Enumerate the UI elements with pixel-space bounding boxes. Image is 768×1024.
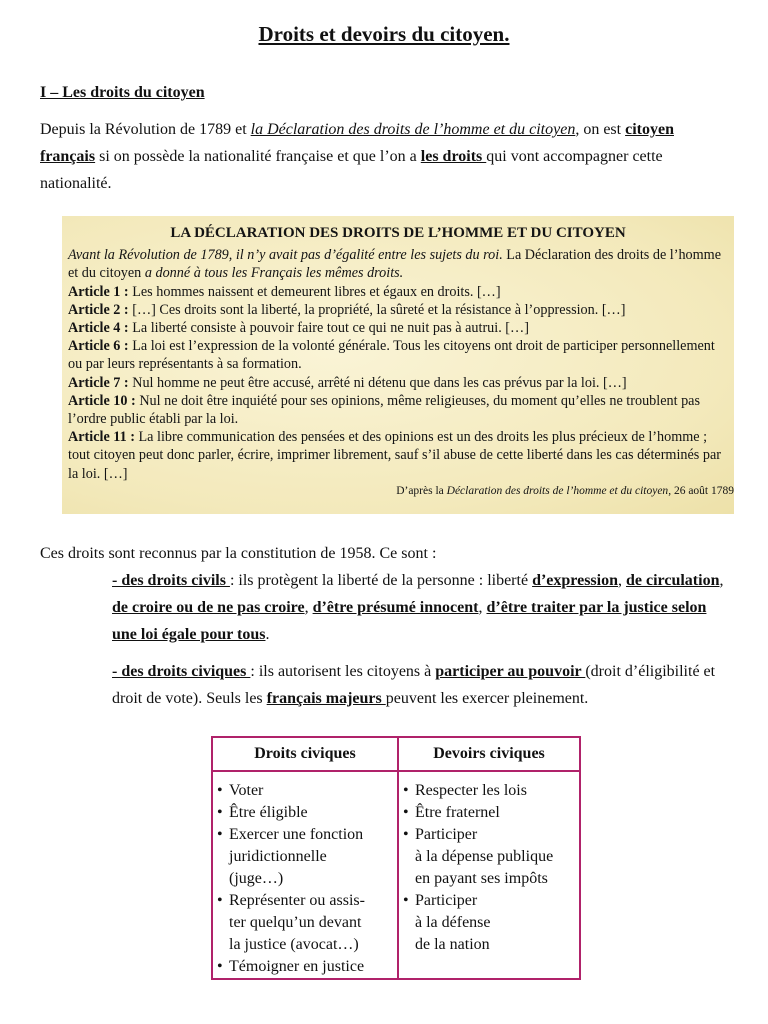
table-list-item: à la défense bbox=[415, 914, 491, 931]
civil-rights-paragraph: - des droits civils : ils protègent la liberté de la personne : liberté d’expression, de circulation, de croire ou de ne pas croire, d’être présumé innocent, d’être traiter par la justice selon une loi égale pour tous. bbox=[112, 572, 724, 643]
article-item bbox=[68, 374, 728, 392]
rights-intro: Ces droits sont reconnus par la constitution de 1958. Ce sont : bbox=[40, 545, 437, 562]
table-list-item: (juge…) bbox=[229, 870, 284, 887]
table-list-item: • Participer bbox=[403, 890, 575, 912]
article-label: Article 7 : bbox=[68, 374, 129, 391]
table-list-item: la justice (avocat…) bbox=[229, 936, 359, 953]
term-citoyen-francais: citoyen français bbox=[40, 121, 674, 165]
table-list-item: • Participer bbox=[403, 824, 575, 846]
article-text: La loi est l’expression de la volonté générale. Tous les citoyens ont droit de participer personnellement ou par leurs représentants à sa formation. bbox=[68, 338, 715, 373]
intro-paragraph: Depuis la Révolution de 1789 et la Déclaration des droits de l’homme et du citoyen, on est citoyen français si on possède la nationalité française et que l’on a les droits qui vont accompagner cette nationalité. bbox=[40, 121, 674, 192]
table-list-item: juridictionnelle bbox=[229, 848, 327, 865]
table-list-item: • Être éligible bbox=[217, 802, 393, 824]
civic-rights-column bbox=[213, 738, 399, 978]
article-label: Article 6 : bbox=[68, 338, 129, 355]
article-label: Article 1 : bbox=[68, 283, 129, 300]
civic-rights-list bbox=[213, 772, 397, 978]
declaration-intro: Avant la Révolution de 1789, il n’y avait pas d’égalité entre les sujets du roi. La Déclaration des droits de l’homme et du citoyen a donné à tous les Français les mêmes droits. bbox=[68, 247, 722, 282]
article-label: Article 2 : bbox=[68, 301, 129, 318]
term-francais-majeurs: français majeurs bbox=[266, 690, 386, 707]
civil-right-item: d’être traiter par la justice selon une loi égale pour tous bbox=[112, 599, 707, 643]
civil-right-item: de croire ou de ne pas croire bbox=[112, 599, 305, 616]
page-title: Droits et devoirs du citoyen. bbox=[258, 22, 510, 46]
civic-rights-paragraph: - des droits civiques : ils autorisent les citoyens à participer au pouvoir (droit d’éligibilité et droit de vote). Seuls les français majeurs peuvent les exercer pleinement. bbox=[112, 663, 716, 707]
article-item bbox=[68, 392, 728, 428]
article-text: Les hommes naissent et demeurent libres et égaux en droits. […] bbox=[128, 283, 501, 300]
civil-right-item: de circulation bbox=[626, 572, 720, 589]
civil-right-item: d’être présumé innocent bbox=[312, 599, 479, 616]
declaration-source: D’après la Déclaration des droits de l’homme et du citoyen, 26 août 1789 bbox=[396, 484, 734, 497]
table-list-item: • Témoigner en justice bbox=[217, 956, 393, 978]
section-heading-rights: I – Les droits du citoyen bbox=[40, 84, 205, 101]
article-item bbox=[68, 428, 728, 483]
civic-rights-duties-table bbox=[211, 736, 581, 980]
article-item bbox=[68, 301, 728, 319]
table-list-item: à la dépense publique bbox=[415, 848, 554, 865]
table-list-item: • Respecter les lois bbox=[403, 780, 575, 802]
civic-duties-list bbox=[399, 772, 579, 956]
civil-rights-label: - des droits civils bbox=[112, 572, 230, 589]
term-les-droits: les droits bbox=[420, 148, 487, 165]
table-list-item: • Être fraternel bbox=[403, 802, 575, 824]
articles-list bbox=[68, 283, 728, 483]
table-list-item: ter quelqu’un devant bbox=[229, 914, 362, 931]
civic-duties-column bbox=[399, 738, 579, 978]
article-text: Nul ne doit être inquiété pour ses opinions, même religieuses, du moment qu’elles ne troublent pas l’ordre public établi par la loi. bbox=[68, 392, 700, 428]
civic-rights-label: - des droits civiques bbox=[112, 663, 251, 680]
civic-rights-header: Droits civiques bbox=[213, 738, 397, 772]
article-text: La liberté consiste à pouvoir faire tout ce qui ne nuit pas à autrui. […] bbox=[128, 320, 529, 337]
civil-right-item: d’expression bbox=[532, 572, 618, 589]
table-list-item: • Exercer une fonction bbox=[217, 824, 393, 846]
term-participer-au-pouvoir: participer au pouvoir bbox=[435, 663, 586, 680]
civic-duties-header: Devoirs civiques bbox=[399, 738, 579, 772]
table-list-item: • Voter bbox=[217, 780, 393, 802]
declaration-excerpt-box bbox=[62, 216, 734, 514]
declaration-reference: la Déclaration des droits de l’homme et du citoyen bbox=[250, 121, 576, 138]
table-list-item: • Représenter ou assis- bbox=[217, 890, 393, 912]
article-text: Nul homme ne peut être accusé, arrêté ni détenu que dans les cas prévus par la loi. […] bbox=[128, 374, 627, 391]
article-item bbox=[68, 283, 728, 301]
article-item bbox=[68, 319, 728, 337]
table-list-item: en payant ses impôts bbox=[415, 870, 548, 887]
article-item bbox=[68, 337, 728, 373]
table-list-item: de la nation bbox=[415, 936, 490, 953]
declaration-title: LA DÉCLARATION DES DROITS DE L’HOMME ET DU CITOYEN bbox=[170, 225, 626, 241]
article-label: Article 4 : bbox=[68, 320, 129, 337]
article-label: Article 11 : bbox=[68, 429, 135, 446]
article-text: […] Ces droits sont la liberté, la propriété, la sûreté et la résistance à l’oppression. […] bbox=[128, 301, 626, 318]
article-text: La libre communication des pensées et des opinions est un des droits les plus précieux de l’homme ; tout citoyen peut donc parler, écrire, imprimer librement, sauf s’il abuse de cette liberté dans les cas déterminés par la loi. […] bbox=[68, 429, 721, 482]
article-label: Article 10 : bbox=[68, 392, 136, 409]
